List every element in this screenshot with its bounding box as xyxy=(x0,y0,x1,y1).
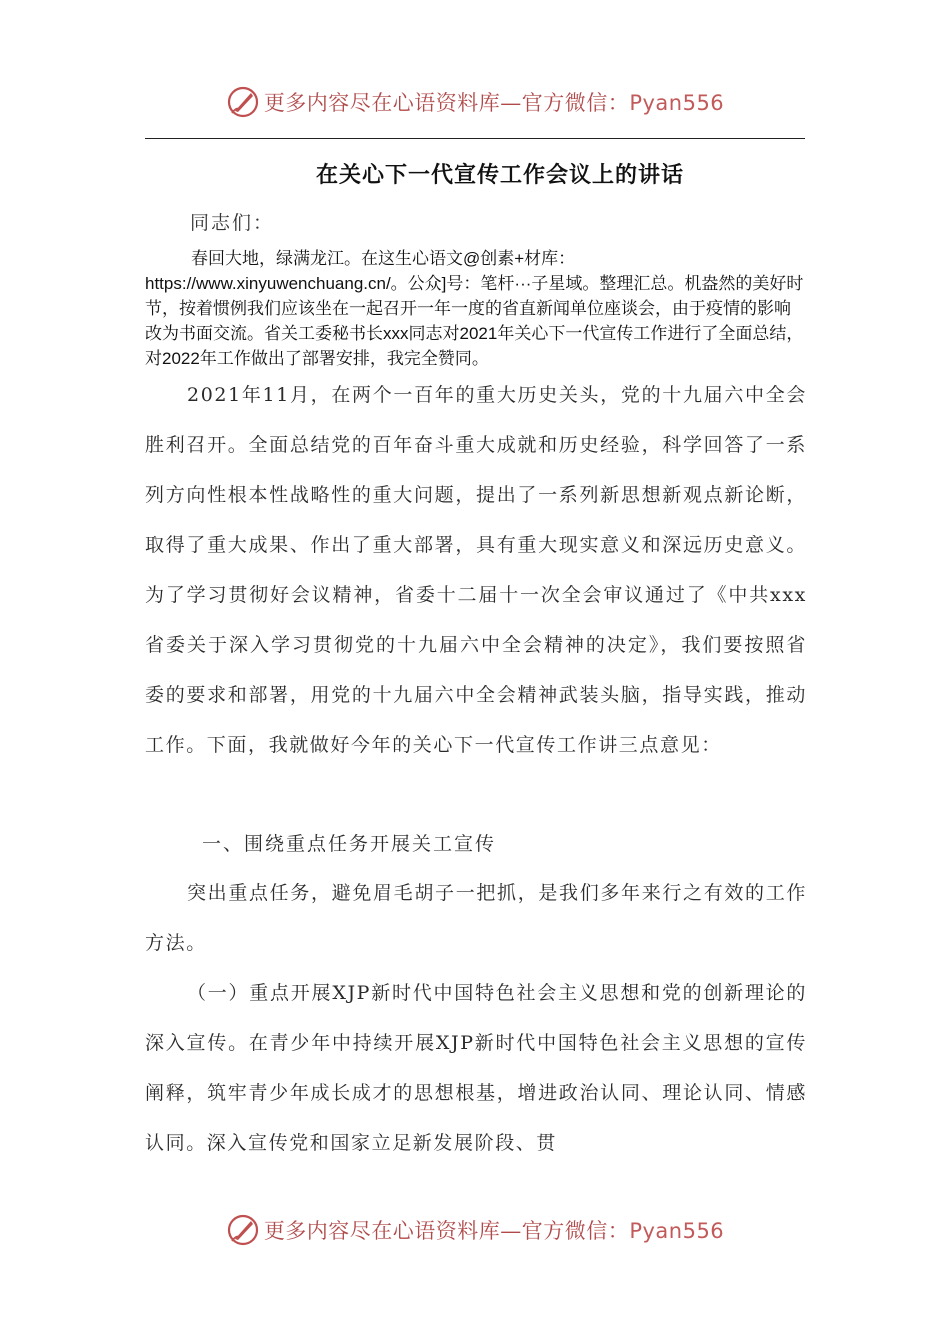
watermark-wechat-id: Pyan556 xyxy=(629,91,725,115)
header-watermark xyxy=(0,80,950,124)
salutation: 同志们： xyxy=(190,212,275,234)
footer-watermark xyxy=(0,1208,950,1252)
watermark-text: 更多内容尽在心语资料库—官方微信： xyxy=(263,91,630,115)
page-title: 在关心下一代宣传工作会议上的讲话 xyxy=(315,163,684,188)
body-paragraph-2: 突出重点任务，避免眉毛胡子一把抓，是我们多年来行之有效的工作方法。 xyxy=(145,882,807,954)
intro-paragraph: 春回大地，绿满龙江。在这生心语文@创素+材库：https://www.xinyuwenchuang.cn/。公众]号：笔杆···子星域。整理汇总。机盎然的美好时节，按着惯例我们应该坐在一起召开一年一度的省直新闻单位座谈会，由于疫情的影响改为书面交流。省关工委秘书长xxx同志对2021年关心下一代宣传工作进行了全面总结，对2022年工作做出了部署安排，我完全赞同。 xyxy=(145,249,804,368)
watermark-wechat-id: Pyan556 xyxy=(629,1219,725,1243)
watermark-text: 更多内容尽在心语资料库—官方微信： xyxy=(263,1219,630,1243)
body-paragraph-3: （一）重点开展XJP新时代中国特色社会主义思想和党的创新理论的深入宣传。在青少年中持续开展XJP新时代中国特色社会主义思想的宣传阐释，筑牢青少年成长成才的思想根基，增进政治认同、理论认同、情感认同。深入宣传党和国家立足新发展阶段、贯 xyxy=(145,982,807,1154)
section-heading-1: 一、围绕重点任务开展关工宣传 xyxy=(202,833,497,855)
quill-logo-icon xyxy=(226,85,260,119)
header-divider xyxy=(145,138,805,139)
body-paragraph-1: 2021年11月，在两个一百年的重大历史关头，党的十九届六中全会胜利召开。全面总结党的百年奋斗重大成就和历史经验，科学回答了一系列方向性根本性战略性的重大问题，提出了一系列新思想新观点新论断，取得了重大成果、作出了重大部署，具有重大现实意义和深远历史意义。为了学习贯彻好会议精神，省委十二届十一次全会审议通过了《中共xxx省委关于深入学习贯彻党的十九届六中全会精神的决定》，我们要按照省委的要求和部署，用党的十九届六中全会精神武装头脑，指导实践，推动工作。下面，我就做好今年的关心下一代宣传工作讲三点意见： xyxy=(145,384,807,756)
quill-logo-icon xyxy=(226,1213,260,1247)
